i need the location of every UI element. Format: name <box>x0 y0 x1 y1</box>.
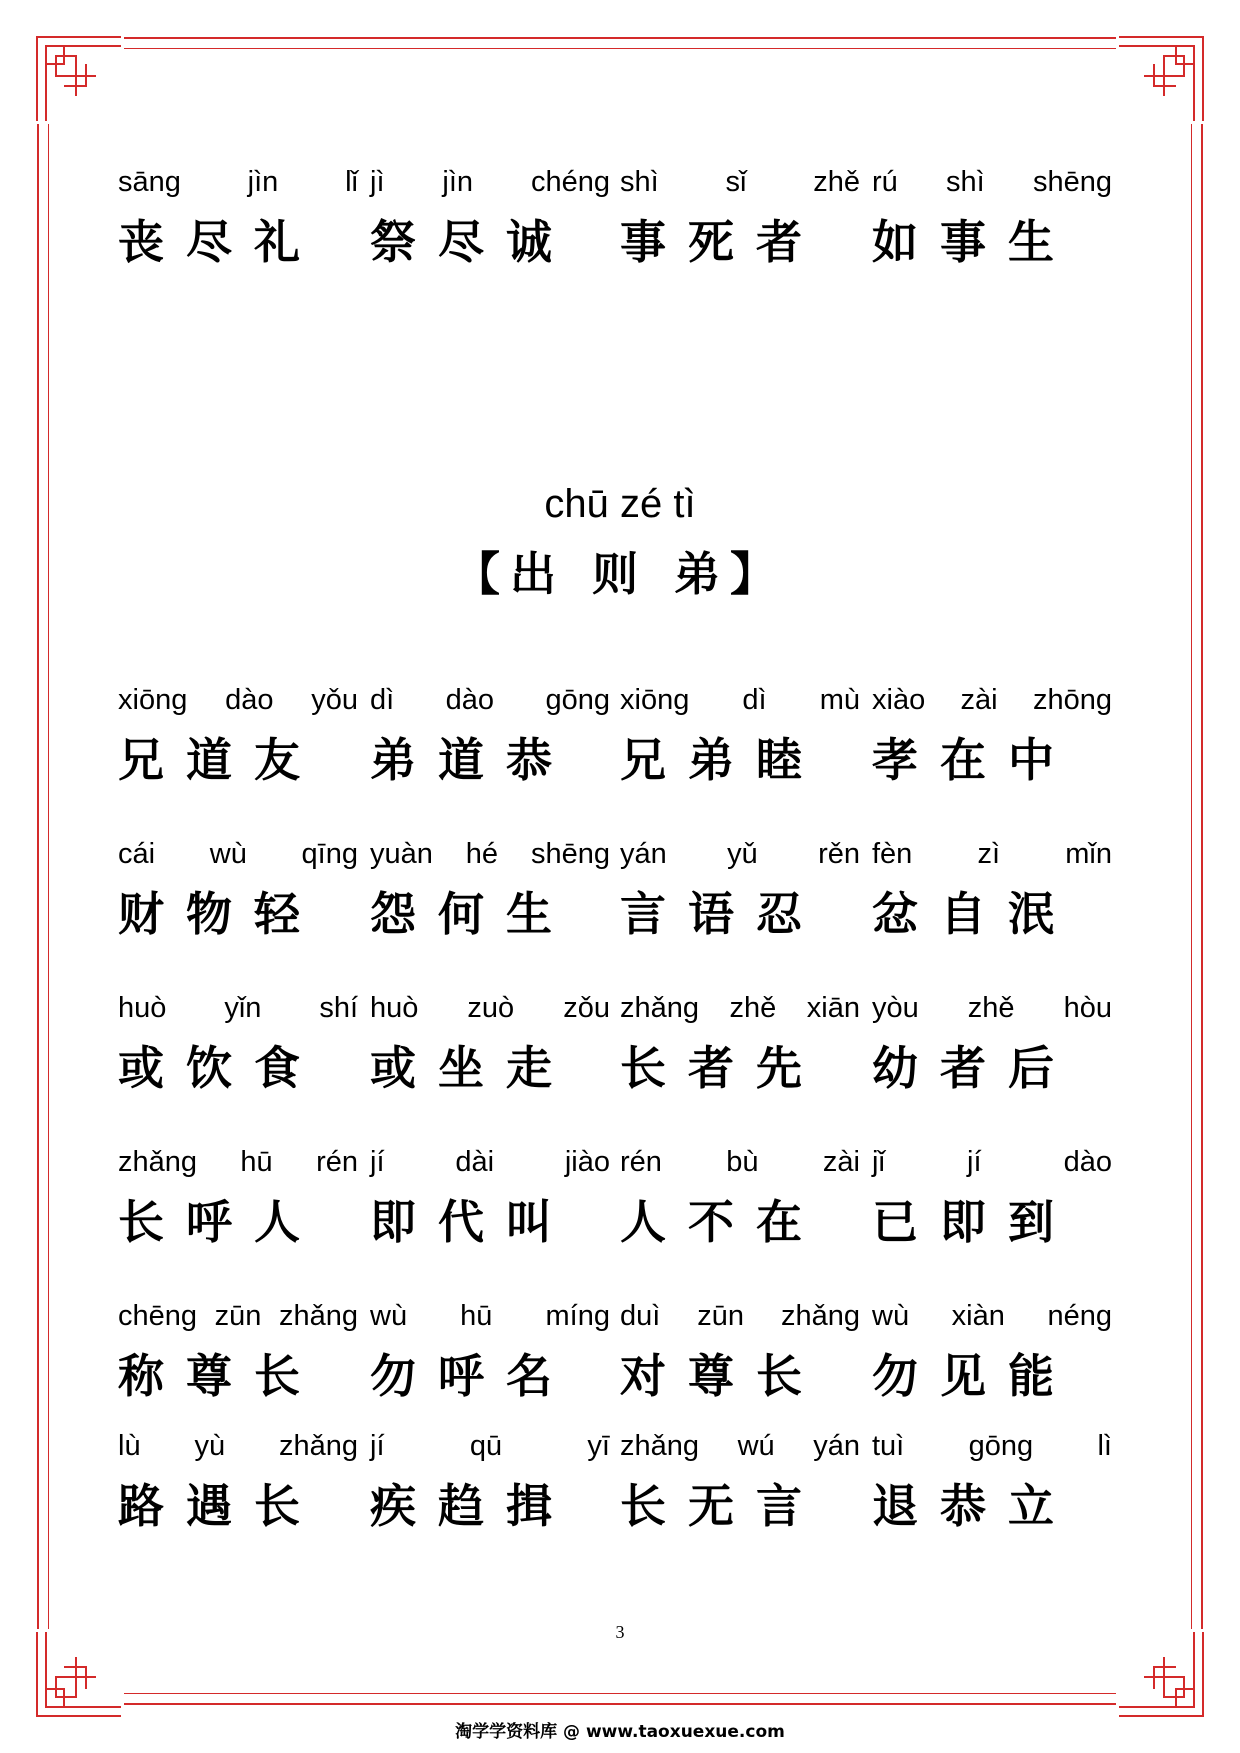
hanzi-line: 祭尽诚 <box>370 215 574 269</box>
hanzi-line: 丧尽礼 <box>118 215 322 269</box>
verse-phrase <box>872 162 1112 272</box>
verse-phrase <box>620 1142 860 1252</box>
pinyin-line: jí qū yī <box>370 1429 610 1462</box>
verse-phrase <box>118 162 358 272</box>
pinyin-line: xiào zài zhōng <box>872 683 1112 716</box>
hanzi-line: 幼者后 <box>872 1041 1076 1095</box>
hanzi-line: 对尊长 <box>620 1349 824 1403</box>
pinyin-line: chēng zūn zhǎng <box>118 1299 358 1332</box>
page-number: 3 <box>615 1622 625 1642</box>
pinyin-line: lù yù zhǎng <box>118 1429 358 1462</box>
hanzi-line: 长者先 <box>620 1041 824 1095</box>
pinyin-line: rú shì shēng <box>872 165 1112 198</box>
hanzi-line: 兄弟睦 <box>620 733 824 787</box>
hanzi-line: 人不在 <box>620 1195 824 1249</box>
hanzi-line: 事死者 <box>620 215 824 269</box>
verse-phrase <box>620 988 860 1098</box>
verse-row <box>0 834 1240 944</box>
hanzi-line: 弟道恭 <box>370 733 574 787</box>
verse-row <box>0 680 1240 790</box>
pinyin-line: yán yǔ rěn <box>620 837 860 870</box>
hanzi-line: 勿见能 <box>872 1349 1076 1403</box>
pinyin-line: zhǎng zhě xiān <box>620 991 860 1024</box>
verse-row <box>0 988 1240 1098</box>
section-title: 【出 则 弟】 <box>453 547 787 601</box>
hanzi-line: 称尊长 <box>118 1349 322 1403</box>
verse-phrase <box>620 1426 860 1536</box>
hanzi-line: 或坐走 <box>370 1041 574 1095</box>
pinyin-line: sāng jìn lǐ <box>118 165 358 198</box>
pinyin-line: duì zūn zhǎng <box>620 1299 860 1332</box>
verse-phrase <box>118 1142 358 1252</box>
verse-phrase <box>620 1296 860 1406</box>
verse-phrase <box>872 680 1112 790</box>
verse-phrase <box>872 1296 1112 1406</box>
hanzi-line: 财物轻 <box>118 887 322 941</box>
pinyin-line: fèn zì mǐn <box>872 837 1112 870</box>
corner-ornament-top-left <box>34 34 124 124</box>
hanzi-line: 如事生 <box>872 215 1076 269</box>
pinyin-line: xiōng dì mù <box>620 683 860 716</box>
pinyin-line: huò zuò zǒu <box>370 991 610 1024</box>
pinyin-line: zhǎng hū rén <box>118 1145 358 1178</box>
pinyin-line: rén bù zài <box>620 1145 860 1178</box>
verse-row-top <box>0 162 1240 272</box>
verse-phrase <box>370 834 610 944</box>
verse-phrase <box>118 680 358 790</box>
pinyin-line: jí dài jiào <box>370 1145 610 1178</box>
verse-phrase <box>118 988 358 1098</box>
pinyin-line: huò yǐn shí <box>118 991 358 1024</box>
pinyin-line: jǐ jí dào <box>872 1145 1112 1178</box>
pinyin-line: zhǎng wú yán <box>620 1429 860 1462</box>
hanzi-line: 或饮食 <box>118 1041 322 1095</box>
pinyin-line: wù hū míng <box>370 1299 610 1332</box>
verse-phrase <box>872 834 1112 944</box>
footer-watermark: 淘学学资料库 @ www.taoxuexue.com <box>455 1722 785 1742</box>
pinyin-line: yòu zhě hòu <box>872 991 1112 1024</box>
hanzi-line: 退恭立 <box>872 1479 1076 1533</box>
verse-phrase <box>872 988 1112 1098</box>
pinyin-line: wù xiàn néng <box>872 1299 1112 1332</box>
hanzi-line: 忿自泯 <box>872 887 1076 941</box>
verse-phrase <box>118 834 358 944</box>
pinyin-line: shì sǐ zhě <box>620 165 860 198</box>
verse-phrase <box>370 162 610 272</box>
hanzi-line: 怨何生 <box>370 887 574 941</box>
verse-row <box>0 1296 1240 1406</box>
pinyin-line: tuì gōng lì <box>872 1429 1112 1462</box>
hanzi-line: 兄道友 <box>118 733 322 787</box>
verse-phrase <box>118 1426 358 1536</box>
verse-phrase <box>620 162 860 272</box>
pinyin-line: dì dào gōng <box>370 683 610 716</box>
pinyin-line: yuàn hé shēng <box>370 837 610 870</box>
corner-ornament-top-right <box>1116 34 1206 124</box>
hanzi-line: 孝在中 <box>872 733 1076 787</box>
hanzi-line: 言语忍 <box>620 887 824 941</box>
verse-phrase <box>370 988 610 1098</box>
hanzi-line: 路遇长 <box>118 1479 322 1533</box>
hanzi-line: 已即到 <box>872 1195 1076 1249</box>
hanzi-line: 长呼人 <box>118 1195 322 1249</box>
hanzi-line: 疾趋揖 <box>370 1479 574 1533</box>
hanzi-line: 勿呼名 <box>370 1349 574 1403</box>
verse-phrase <box>872 1426 1112 1536</box>
verse-row <box>0 1142 1240 1252</box>
verse-phrase <box>370 1426 610 1536</box>
verse-phrase <box>370 680 610 790</box>
verse-phrase <box>620 680 860 790</box>
pinyin-line: cái wù qīng <box>118 837 358 870</box>
pinyin-line: xiōng dào yǒu <box>118 683 358 716</box>
section-pinyin: chū zé tì <box>544 482 696 526</box>
verse-phrase <box>370 1142 610 1252</box>
hanzi-line: 长无言 <box>620 1479 824 1533</box>
verse-phrase <box>620 834 860 944</box>
hanzi-line: 即代叫 <box>370 1195 574 1249</box>
verse-phrase <box>370 1296 610 1406</box>
verse-row <box>0 1426 1240 1536</box>
verse-phrase <box>118 1296 358 1406</box>
pinyin-line: jì jìn chéng <box>370 165 610 198</box>
verse-phrase <box>872 1142 1112 1252</box>
